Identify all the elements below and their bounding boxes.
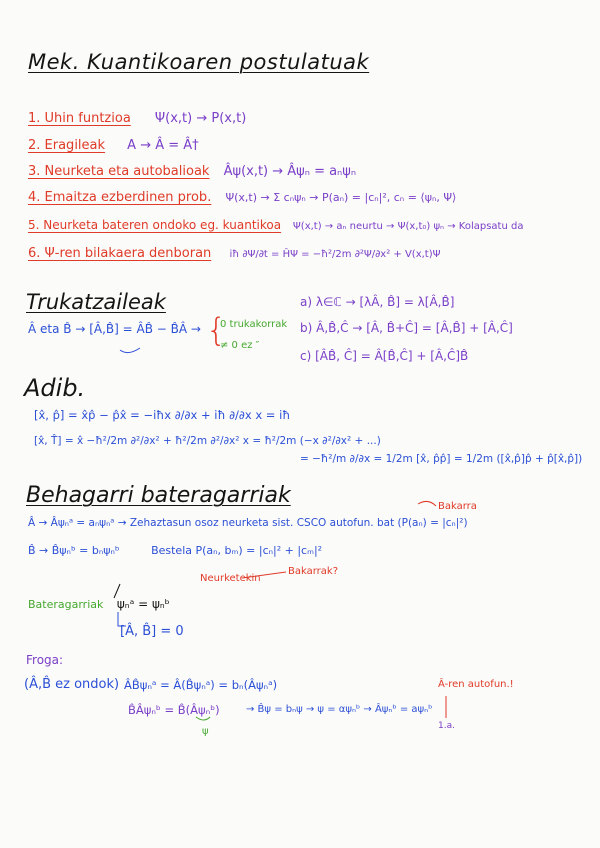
page-title: Mek. Kuantikoaren postulatuak (28, 50, 370, 74)
annotation-neurketak: Neurketekin (200, 573, 261, 584)
postulate-label: 5. Neurketa bateren ondoko eg. kuantikoa (28, 218, 282, 232)
postulate-formula: Ψ(x,t) → P(x,t) (154, 111, 247, 126)
example-line-2a: [x̂, T̂] = x̂ −ħ²/2m ∂²/∂x² + ħ²/2m ∂²/∂x² x = ħ²/2m (−x ∂²/∂x² + ...) (34, 435, 381, 447)
postulate-label: 3. Neurketa eta autobalioak (28, 164, 210, 179)
postulate-formula: Ψ(x,t) → aₙ neurtu → Ψ(x,t₀) ψₙ → Kolapsatu da (292, 221, 524, 232)
proof-subscript: ψ (202, 726, 209, 737)
proof-equation-1: ÂB̂ψₙᵃ = Â(B̂ψₙᵃ) = bₙ(Âψₙᵃ) (124, 678, 278, 692)
property-b: b) Â,B̂,Ĉ → [Â, B̂+Ĉ] = [Â,B̂] + [Â,Ĉ] (300, 321, 513, 335)
commutator-zero: [Â, B̂] = 0 (120, 624, 184, 639)
postulate-label: 1. Uhin funtzioa (28, 111, 131, 126)
section-heading-behagarri: Behagarri bateragarriak (26, 483, 291, 508)
property-a: a) λ∈ℂ → [λÂ, B̂] = λ[Â,B̂] (300, 295, 455, 309)
example-line-2b: = −ħ²/m ∂/∂x = 1/2m [x̂, p̂p̂] = 1/2m ([x̂,p̂]p̂ + p̂[x̂,p̂]) (300, 453, 583, 465)
brace-symbol: { (206, 311, 227, 349)
observable-line-1: Â → Âψₙᵃ = aₙψₙᵃ → Zehaztasun osoz neurketa sist. CSCO autofun. bat (P(aₙ) = |cₙ|²) (28, 517, 468, 529)
non-commuting-case: ≠ 0 ez ″ (220, 340, 260, 351)
property-c: c) [ÂB̂, Ĉ] = Â[B̂,Ĉ] + [Â,Ĉ]B̂ (300, 349, 469, 363)
commutator-definition: Â eta B̂ → [Â,B̂] = ÂB̂ − B̂Â → (28, 322, 201, 336)
postulate-formula: A → Â = Â† (127, 138, 199, 153)
proof-equation-2: B̂Âψₙᵇ = B̂(Âψₙᵇ) (128, 703, 220, 717)
otherwise-prob: Bestela P(aₙ, bₘ) = |cₙ|² + |cₘ|² (151, 544, 323, 557)
postulate-label: 6. Ψ-ren bilakaera denboran (28, 246, 212, 261)
proof-note: Â-ren autofun.! (438, 679, 514, 690)
example-line-1: [x̂, p̂] = x̂p̂ − p̂x̂ = −iħx ∂/∂x + iħ ∂/∂x x = iħ (34, 408, 291, 422)
section-heading-trukatzaileak: Trukatzaileak (26, 290, 166, 314)
postulate-formula: iħ ∂Ψ/∂t = ĤΨ = −ħ²/2m ∂²Ψ/∂x² + V(x,t)Ψ (229, 249, 441, 260)
section-heading-adib: Adib. (24, 374, 86, 402)
proof-equation-3: → B̂ψ = bₙψ → ψ = αψₙᵇ → Âψₙᵇ = aψₙᵇ (246, 704, 433, 715)
compatible-equation: ψₙᵃ = ψₙᵇ (116, 597, 170, 611)
observable-b-eq: B̂ → B̂ψₙᵇ = bₙψₙᵇ (28, 544, 120, 557)
proof-condition: (Â,B̂ ez ondok) (24, 677, 120, 692)
postulate-label: 2. Eragileak (28, 138, 106, 153)
annotation-bakarra: Bakarra (438, 501, 477, 512)
commuting-case: 0 trukakorrak (220, 319, 288, 330)
postulate-formula: Âψ(x,t) → Âψₙ = aₙψₙ (223, 164, 356, 179)
postulate-formula: Ψ(x,t) → Σ cₙψₙ → P(aₙ) = |cₙ|², cₙ = ⟨ψₙ, Ψ⟩ (225, 191, 457, 204)
proof-label: Froga: (26, 653, 64, 667)
proof-subscript-2: 1.a. (438, 721, 455, 731)
compatible-label: Bateragarriak (28, 598, 104, 611)
annotation-bakarrak: Bakarrak? (288, 566, 339, 577)
postulate-label: 4. Emaitza ezberdinen prob. (28, 190, 212, 205)
